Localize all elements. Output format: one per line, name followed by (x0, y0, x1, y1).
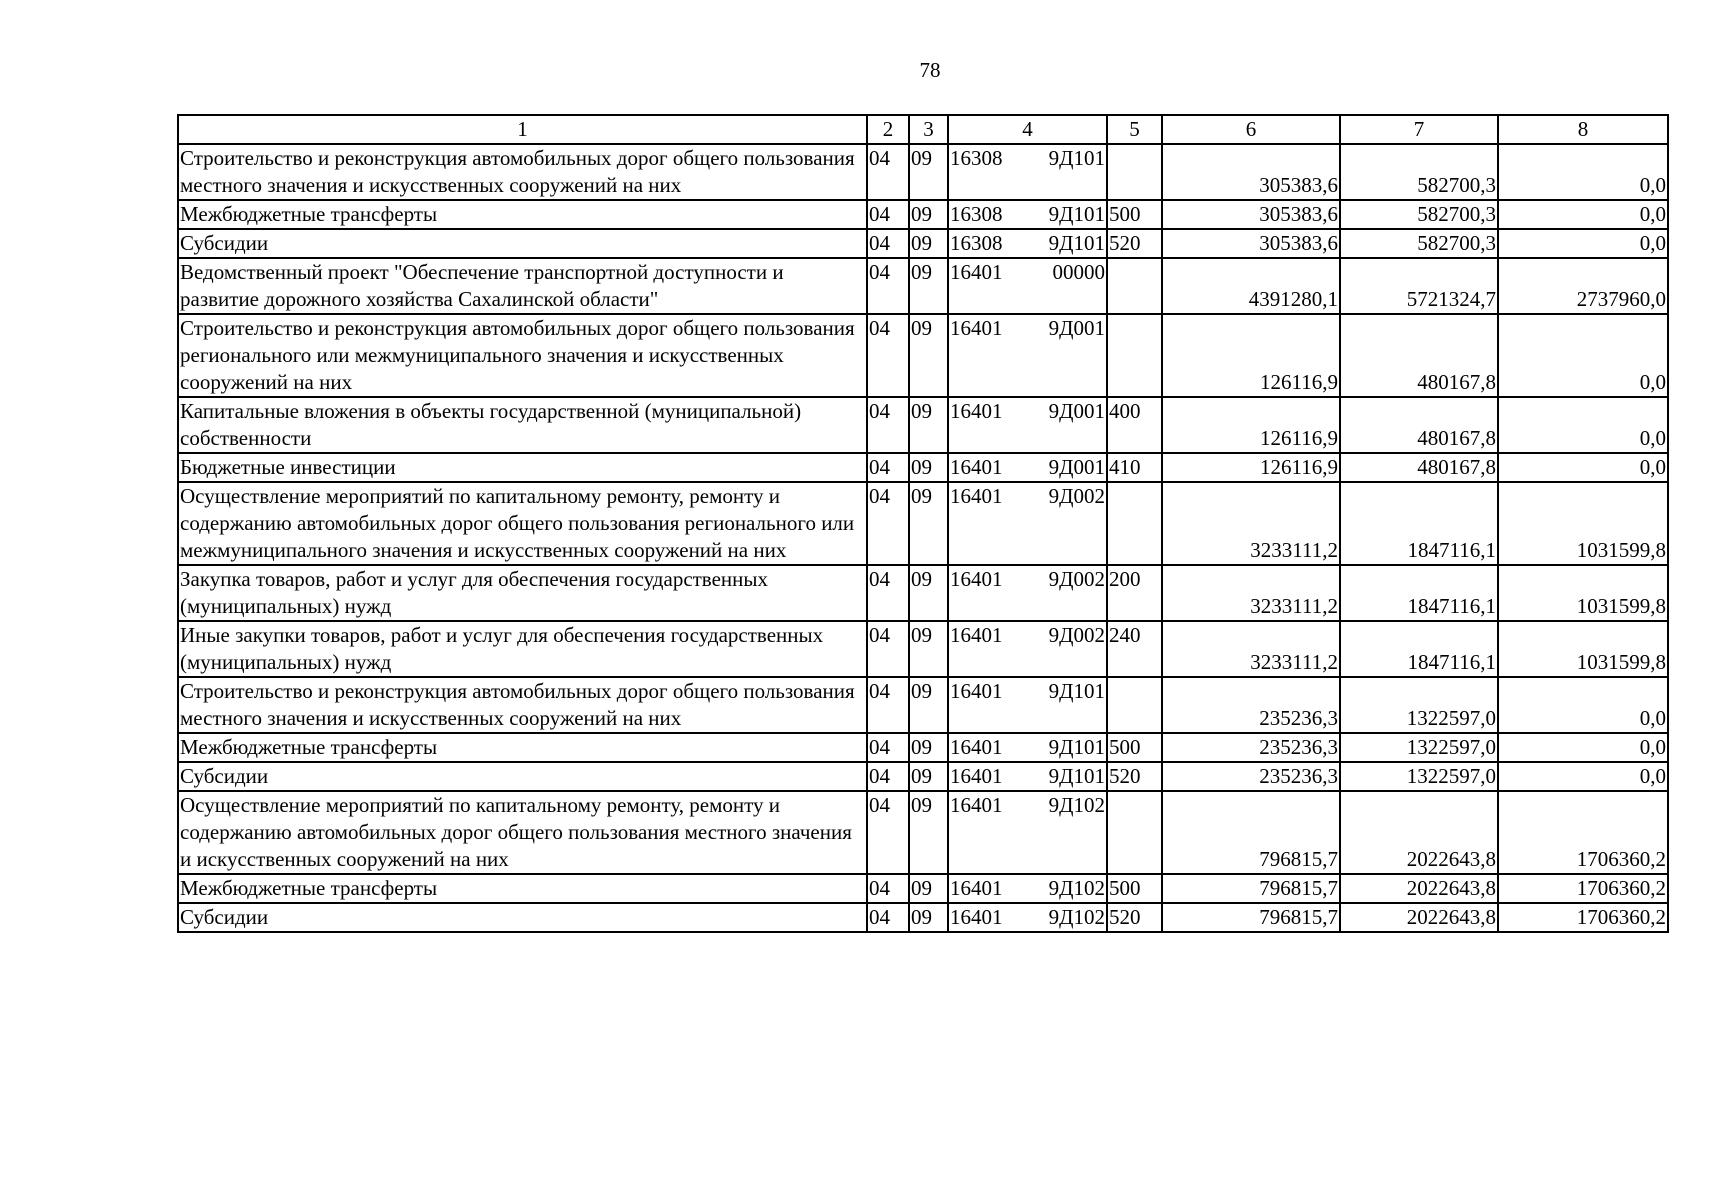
row-program-code: 16401 (948, 677, 1037, 733)
row-direction-code: 9Д002 (1037, 621, 1107, 677)
row-expense-type-code (1107, 791, 1162, 874)
row-value-col-6: 235236,3 (1162, 677, 1340, 733)
header-col-6: 6 (1162, 115, 1340, 144)
row-value-col-8: 0,0 (1498, 733, 1668, 762)
row-direction-code: 9Д101 (1037, 144, 1107, 200)
row-direction-code: 9Д001 (1037, 453, 1107, 482)
row-expense-type-code: 500 (1107, 200, 1162, 229)
row-expense-type-code: 400 (1107, 397, 1162, 453)
row-value-col-7: 2022643,8 (1340, 791, 1498, 874)
row-subsection-code: 09 (909, 258, 948, 314)
row-section-code: 04 (867, 200, 909, 229)
row-section-code: 04 (867, 397, 909, 453)
row-value-col-8: 0,0 (1498, 677, 1668, 733)
row-value-col-8: 0,0 (1498, 453, 1668, 482)
row-section-code: 04 (867, 482, 909, 565)
row-value-col-7: 480167,8 (1340, 314, 1498, 397)
row-name: Бюджетные инвестиции (178, 453, 867, 482)
table-row (178, 874, 1668, 903)
row-expense-type-code: 500 (1107, 733, 1162, 762)
row-name: Строительство и реконструкция автомобильных дорог общего пользования регионального или межмуниципального значения и искусственных сооружений на них (178, 314, 867, 397)
row-program-code: 16401 (948, 314, 1037, 397)
row-value-col-8: 0,0 (1498, 229, 1668, 258)
row-value-col-8: 0,0 (1498, 762, 1668, 791)
row-program-code: 16308 (948, 229, 1037, 258)
row-value-col-8: 1706360,2 (1498, 874, 1668, 903)
row-section-code: 04 (867, 621, 909, 677)
table-row (178, 397, 1668, 453)
row-value-col-7: 582700,3 (1340, 144, 1498, 200)
row-name: Строительство и реконструкция автомобильных дорог общего пользования местного значения и искусственных сооружений на них (178, 677, 867, 733)
row-value-col-7: 1322597,0 (1340, 762, 1498, 791)
row-direction-code: 9Д102 (1037, 903, 1107, 932)
table-row (178, 144, 1668, 200)
row-name: Субсидии (178, 762, 867, 791)
row-value-col-6: 126116,9 (1162, 397, 1340, 453)
row-name: Иные закупки товаров, работ и услуг для обеспечения государственных (муниципальных) нужд (178, 621, 867, 677)
page-number: 78 (919, 58, 941, 82)
row-value-col-6: 796815,7 (1162, 791, 1340, 874)
table-row (178, 200, 1668, 229)
row-name: Осуществление мероприятий по капитальному ремонту, ремонту и содержанию автомобильных дорог общего пользования местного значения и искусственных сооружений на них (178, 791, 867, 874)
row-subsection-code: 09 (909, 397, 948, 453)
row-expense-type-code (1107, 258, 1162, 314)
row-section-code: 04 (867, 677, 909, 733)
table-row (178, 258, 1668, 314)
row-value-col-6: 235236,3 (1162, 762, 1340, 791)
row-subsection-code: 09 (909, 874, 948, 903)
row-expense-type-code (1107, 482, 1162, 565)
row-expense-type-code (1107, 677, 1162, 733)
header-col-4: 4 (948, 115, 1107, 144)
row-subsection-code: 09 (909, 903, 948, 932)
row-section-code: 04 (867, 791, 909, 874)
row-subsection-code: 09 (909, 762, 948, 791)
row-direction-code: 9Д101 (1037, 762, 1107, 791)
row-program-code: 16401 (948, 762, 1037, 791)
row-value-col-8: 1031599,8 (1498, 565, 1668, 621)
row-expense-type-code: 410 (1107, 453, 1162, 482)
row-program-code: 16401 (948, 903, 1037, 932)
row-name: Осуществление мероприятий по капитальному ремонту, ремонту и содержанию автомобильных дорог общего пользования регионального или межмуниципального значения и искусственных сооружений на них (178, 482, 867, 565)
row-name: Межбюджетные трансферты (178, 200, 867, 229)
row-section-code: 04 (867, 762, 909, 791)
row-program-code: 16401 (948, 258, 1037, 314)
row-expense-type-code (1107, 314, 1162, 397)
table-row (178, 482, 1668, 565)
row-value-col-7: 2022643,8 (1340, 874, 1498, 903)
table-row (178, 903, 1668, 932)
row-section-code: 04 (867, 453, 909, 482)
table-row (178, 677, 1668, 733)
header-col-3: 3 (909, 115, 948, 144)
row-section-code: 04 (867, 874, 909, 903)
row-expense-type-code (1107, 144, 1162, 200)
row-value-col-7: 2022643,8 (1340, 903, 1498, 932)
row-program-code: 16401 (948, 621, 1037, 677)
row-name: Субсидии (178, 903, 867, 932)
header-col-5: 5 (1107, 115, 1162, 144)
row-value-col-7: 1322597,0 (1340, 677, 1498, 733)
table-row (178, 229, 1668, 258)
table-row (178, 453, 1668, 482)
row-direction-code: 9Д101 (1037, 200, 1107, 229)
row-subsection-code: 09 (909, 733, 948, 762)
row-value-col-7: 582700,3 (1340, 200, 1498, 229)
row-value-col-7: 582700,3 (1340, 229, 1498, 258)
row-value-col-8: 0,0 (1498, 397, 1668, 453)
row-value-col-6: 126116,9 (1162, 314, 1340, 397)
row-value-col-8: 1031599,8 (1498, 621, 1668, 677)
row-direction-code: 00000 (1037, 258, 1107, 314)
row-value-col-6: 3233111,2 (1162, 565, 1340, 621)
row-direction-code: 9Д101 (1037, 677, 1107, 733)
header-row (178, 115, 1668, 144)
row-subsection-code: 09 (909, 314, 948, 397)
row-program-code: 16401 (948, 482, 1037, 565)
row-value-col-7: 1847116,1 (1340, 482, 1498, 565)
row-subsection-code: 09 (909, 565, 948, 621)
row-value-col-6: 3233111,2 (1162, 482, 1340, 565)
row-program-code: 16401 (948, 791, 1037, 874)
row-expense-type-code: 500 (1107, 874, 1162, 903)
table-row (178, 733, 1668, 762)
row-value-col-8: 1031599,8 (1498, 482, 1668, 565)
row-name: Строительство и реконструкция автомобильных дорог общего пользования местного значения и искусственных сооружений на них (178, 144, 867, 200)
row-subsection-code: 09 (909, 144, 948, 200)
row-value-col-6: 3233111,2 (1162, 621, 1340, 677)
table-row (178, 762, 1668, 791)
row-section-code: 04 (867, 144, 909, 200)
row-value-col-7: 1847116,1 (1340, 621, 1498, 677)
row-name: Капитальные вложения в объекты государственной (муниципальной) собственности (178, 397, 867, 453)
header-col-1: 1 (178, 115, 867, 144)
row-value-col-6: 305383,6 (1162, 229, 1340, 258)
row-subsection-code: 09 (909, 453, 948, 482)
row-subsection-code: 09 (909, 200, 948, 229)
row-section-code: 04 (867, 314, 909, 397)
table-row (178, 565, 1668, 621)
row-direction-code: 9Д002 (1037, 565, 1107, 621)
row-expense-type-code: 200 (1107, 565, 1162, 621)
row-name: Межбюджетные трансферты (178, 874, 867, 903)
row-subsection-code: 09 (909, 791, 948, 874)
row-expense-type-code: 520 (1107, 762, 1162, 791)
row-value-col-7: 1847116,1 (1340, 565, 1498, 621)
row-value-col-8: 2737960,0 (1498, 258, 1668, 314)
row-subsection-code: 09 (909, 677, 948, 733)
row-value-col-6: 126116,9 (1162, 453, 1340, 482)
table-row (178, 791, 1668, 874)
row-direction-code: 9Д101 (1037, 229, 1107, 258)
row-program-code: 16401 (948, 453, 1037, 482)
row-value-col-6: 796815,7 (1162, 874, 1340, 903)
row-value-col-6: 305383,6 (1162, 200, 1340, 229)
row-name: Межбюджетные трансферты (178, 733, 867, 762)
table-row (178, 314, 1668, 397)
table-body (178, 144, 1668, 932)
row-direction-code: 9Д001 (1037, 397, 1107, 453)
row-section-code: 04 (867, 733, 909, 762)
row-expense-type-code: 240 (1107, 621, 1162, 677)
row-subsection-code: 09 (909, 229, 948, 258)
row-subsection-code: 09 (909, 621, 948, 677)
header-col-7: 7 (1340, 115, 1498, 144)
row-value-col-8: 0,0 (1498, 314, 1668, 397)
row-direction-code: 9Д102 (1037, 874, 1107, 903)
row-expense-type-code: 520 (1107, 229, 1162, 258)
row-direction-code: 9Д102 (1037, 791, 1107, 874)
header-col-8: 8 (1498, 115, 1668, 144)
row-value-col-8: 0,0 (1498, 200, 1668, 229)
row-direction-code: 9Д101 (1037, 733, 1107, 762)
row-name: Закупка товаров, работ и услуг для обеспечения государственных (муниципальных) нужд (178, 565, 867, 621)
row-value-col-6: 305383,6 (1162, 144, 1340, 200)
row-program-code: 16401 (948, 733, 1037, 762)
row-expense-type-code: 520 (1107, 903, 1162, 932)
row-program-code: 16308 (948, 144, 1037, 200)
row-program-code: 16401 (948, 874, 1037, 903)
table-row (178, 621, 1668, 677)
row-direction-code: 9Д002 (1037, 482, 1107, 565)
row-value-col-7: 1322597,0 (1340, 733, 1498, 762)
row-value-col-7: 480167,8 (1340, 397, 1498, 453)
row-section-code: 04 (867, 258, 909, 314)
row-value-col-6: 4391280,1 (1162, 258, 1340, 314)
row-name: Субсидии (178, 229, 867, 258)
row-section-code: 04 (867, 229, 909, 258)
row-value-col-6: 235236,3 (1162, 733, 1340, 762)
row-name: Ведомственный проект "Обеспечение транспортной доступности и развитие дорожного хозяйства Сахалинской области" (178, 258, 867, 314)
budget-table (177, 114, 1669, 933)
row-section-code: 04 (867, 903, 909, 932)
row-program-code: 16401 (948, 397, 1037, 453)
row-section-code: 04 (867, 565, 909, 621)
row-value-col-7: 480167,8 (1340, 453, 1498, 482)
row-program-code: 16401 (948, 565, 1037, 621)
row-value-col-8: 0,0 (1498, 144, 1668, 200)
row-program-code: 16308 (948, 200, 1037, 229)
row-subsection-code: 09 (909, 482, 948, 565)
row-value-col-6: 796815,7 (1162, 903, 1340, 932)
row-value-col-8: 1706360,2 (1498, 903, 1668, 932)
row-value-col-8: 1706360,2 (1498, 791, 1668, 874)
row-direction-code: 9Д001 (1037, 314, 1107, 397)
row-value-col-7: 5721324,7 (1340, 258, 1498, 314)
header-col-2: 2 (867, 115, 909, 144)
